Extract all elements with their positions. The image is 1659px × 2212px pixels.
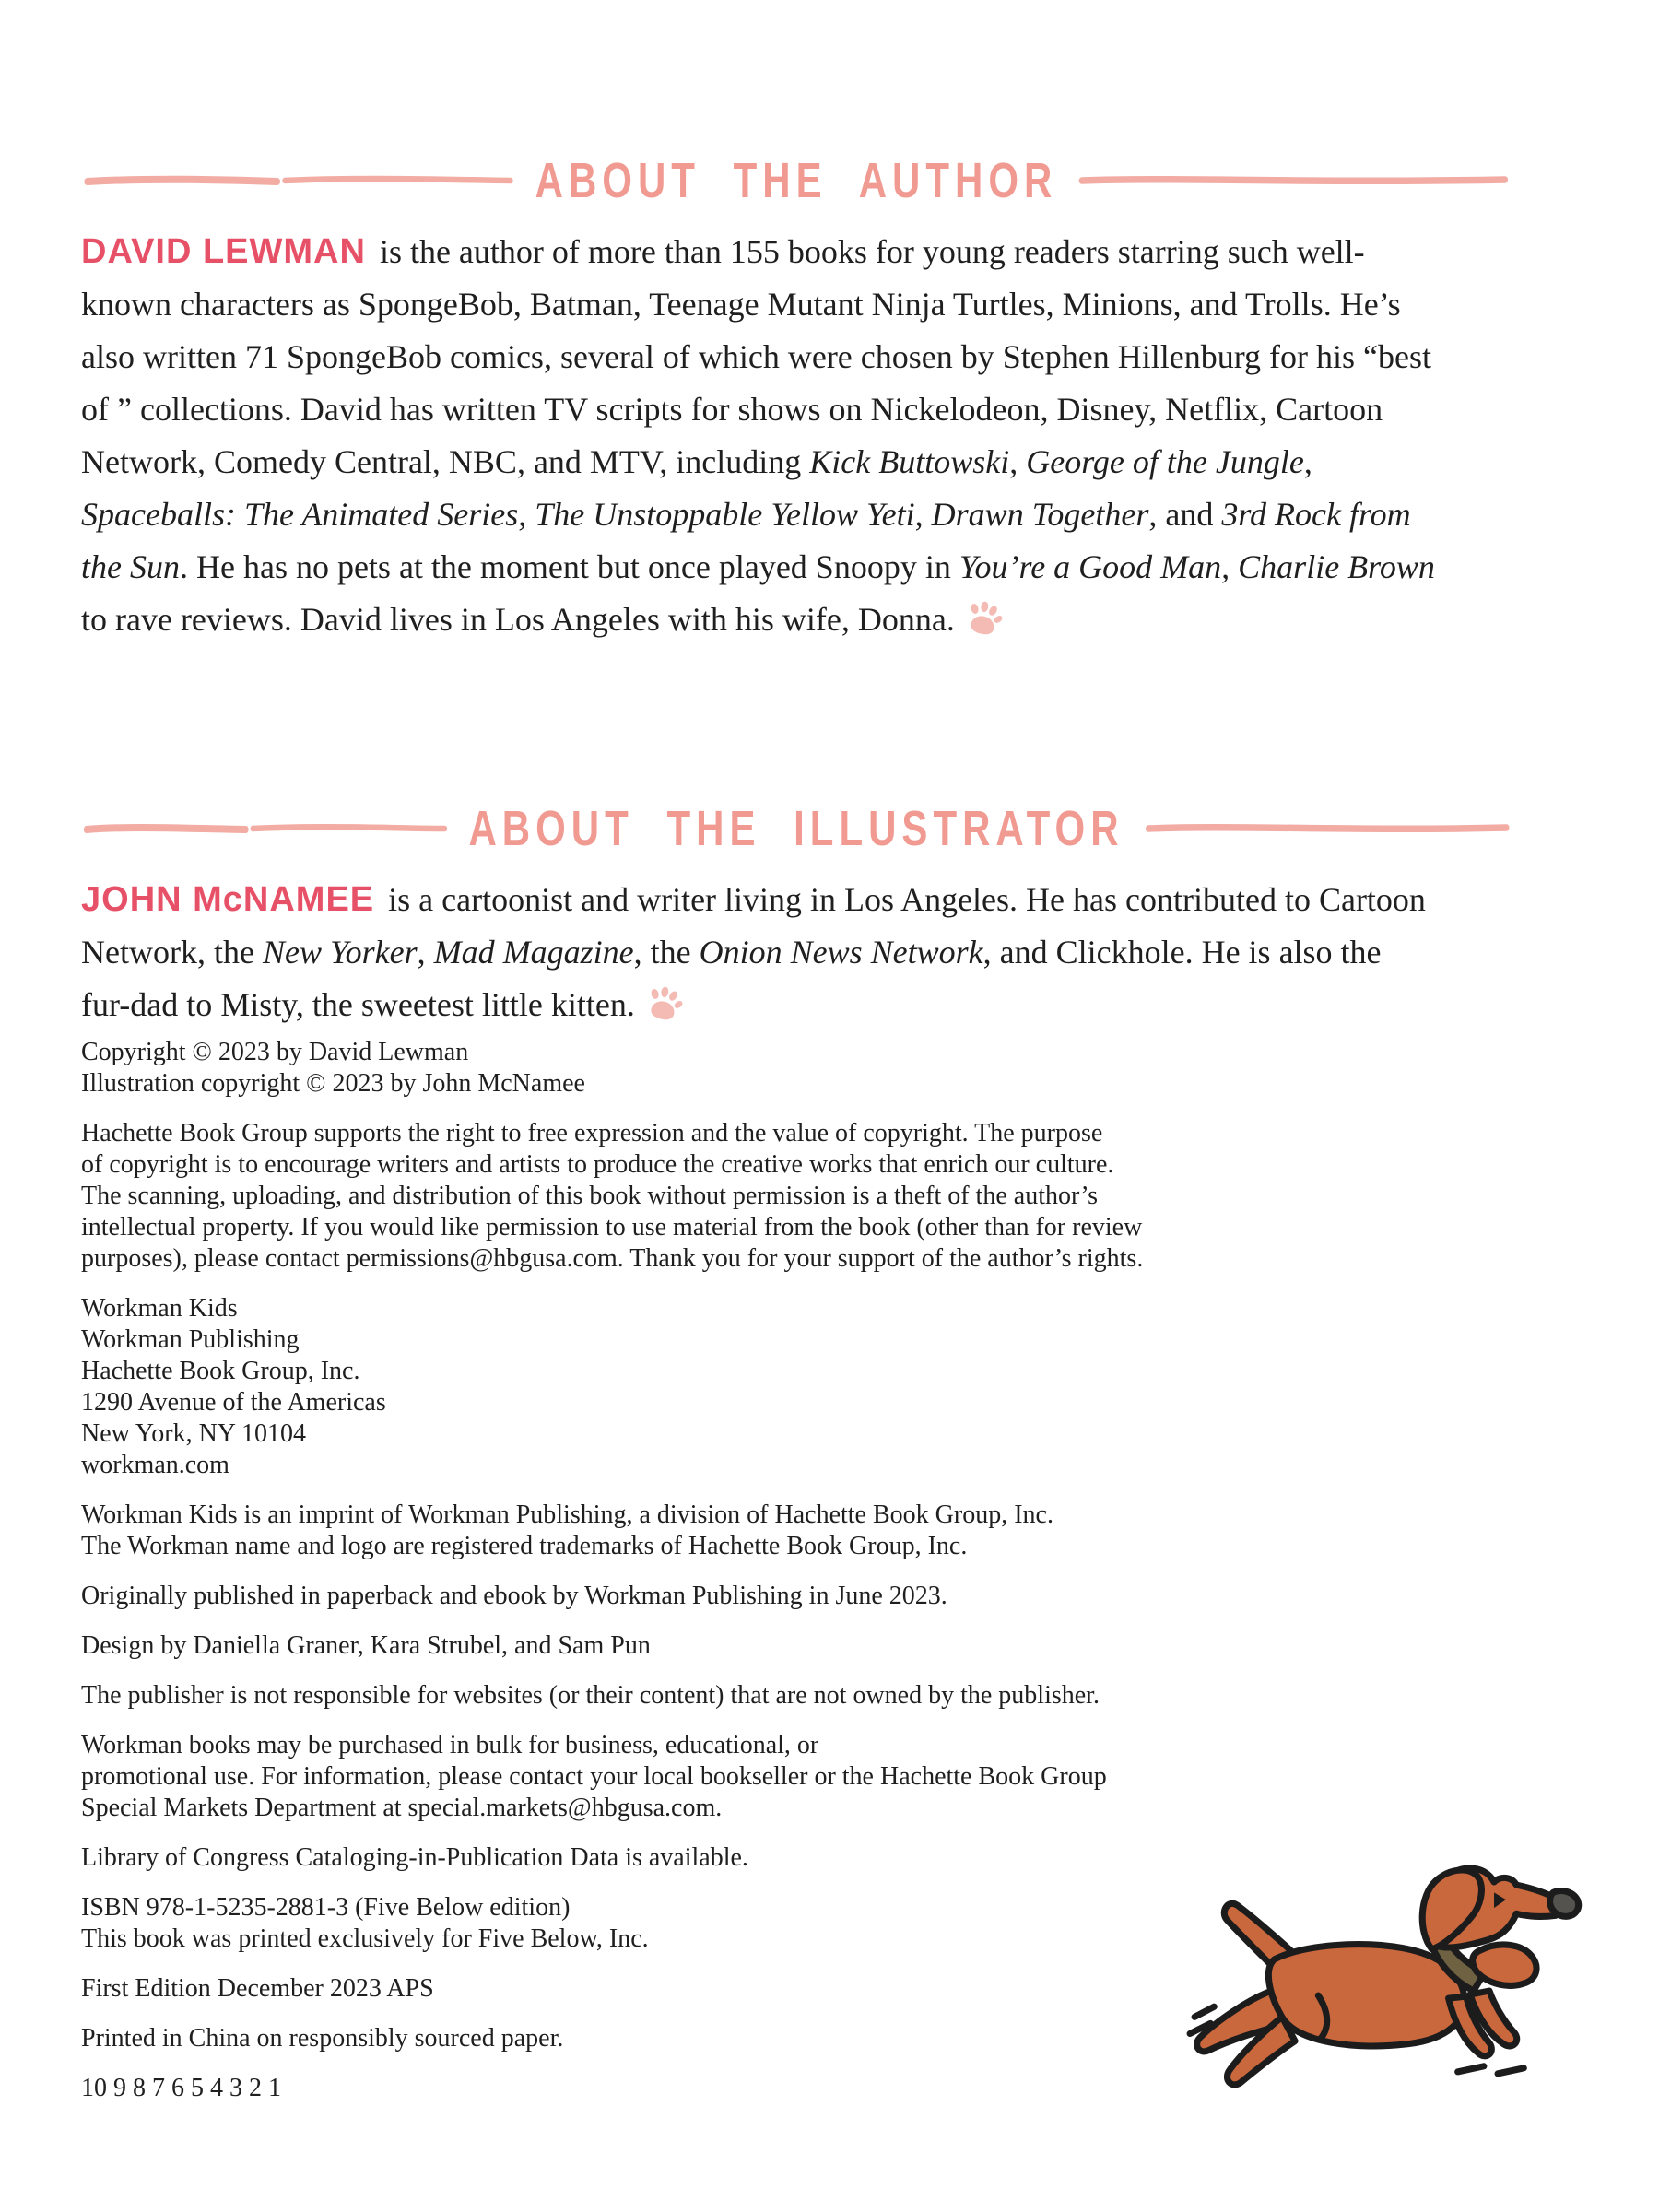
author-name: DAVID LEWMAN xyxy=(81,232,366,271)
colophon-block-publisher-address xyxy=(81,1293,1445,1481)
colophon-block-bulk-purchase xyxy=(81,1730,1445,1824)
colophon-line: Workman Kids is an imprint of Workman Publishing, a division of Hachette Book Group, Inc. xyxy=(81,1500,1053,1529)
about-author-heading: ABOUT THE AUTHOR xyxy=(535,152,1058,208)
work-title-italic: Mad Magazine xyxy=(433,934,634,971)
running-dog-illustration xyxy=(1185,1856,1594,2111)
colophon-line: The publisher is not responsible for websites (or their content) that are not owned by the publisher. xyxy=(81,1681,1100,1710)
work-title-italic: Kick Buttowski xyxy=(809,443,1010,480)
text-run: , the xyxy=(633,934,700,971)
work-title-italic: The Unstoppable Yellow Yeti xyxy=(535,496,915,533)
colophon-line: 1290 Avenue of the Americas xyxy=(81,1388,386,1417)
colophon-line: Copyright © 2023 by David Lewman xyxy=(81,1038,469,1066)
colophon-block-copyright xyxy=(81,1037,1445,1100)
colophon-line: of copyright is to encourage writers and artists to produce the creative works that enrich our culture. xyxy=(81,1150,1114,1179)
work-title-italic: George of the Jungle xyxy=(1026,443,1304,480)
heading-rule-right xyxy=(1143,821,1512,836)
colophon-line: workman.com xyxy=(81,1451,229,1479)
colophon-line: Special Markets Department at special.markets@hbgusa.com. xyxy=(81,1794,723,1822)
about-illustrator-heading: ABOUT THE ILLUSTRATOR xyxy=(468,800,1124,856)
work-title-italic: Drawn Together xyxy=(931,496,1149,533)
work-title-italic: You’re a Good Man, Charlie Brown xyxy=(959,548,1435,585)
colophon-line: First Edition December 2023 APS xyxy=(81,1974,434,2003)
colophon-block-original-publication xyxy=(81,1581,1445,1612)
work-title-italic: Onion News Network xyxy=(699,934,983,971)
colophon-line: intellectual property. If you would like permission to use material from the book (other than for review xyxy=(81,1213,1143,1241)
about-author-heading-row xyxy=(81,152,1512,208)
text-run: , xyxy=(417,934,434,971)
author-bio-text xyxy=(81,233,1435,638)
text-run: is a cartoonist and writer living in Los Angeles. He has contributed to Cartoon Network, the xyxy=(81,881,1426,971)
work-title-italic: Spaceballs: The Animated Series xyxy=(81,496,519,533)
colophon-line: Hachette Book Group, Inc. xyxy=(81,1357,360,1385)
text-run: , xyxy=(518,496,535,533)
text-run: , and xyxy=(1148,496,1222,533)
text-run: , xyxy=(1009,443,1027,480)
motion-dash xyxy=(1194,2006,1214,2017)
text-run: . He has no pets at the moment but once played Snoopy in xyxy=(179,548,959,585)
colophon-line: promotional use. For information, please contact your local bookseller or the Hachette Book Group xyxy=(81,1762,1107,1791)
about-author-paragraph xyxy=(81,226,1436,646)
about-illustrator-heading-row xyxy=(81,800,1512,856)
text-run: to rave reviews. David lives in Los Angeles with his wife, Donna. xyxy=(81,601,955,638)
work-title-italic: 3rd Rock from the Sun xyxy=(81,496,1411,585)
colophon-line: Printed in China on responsibly sourced paper. xyxy=(81,2024,564,2053)
colophon-block-rights-notice xyxy=(81,1118,1445,1275)
colophon-block-imprint-note xyxy=(81,1500,1445,1562)
colophon-block-website-disclaimer xyxy=(81,1680,1445,1712)
colophon-line: Workman Kids xyxy=(81,1294,238,1323)
colophon-line: New York, NY 10104 xyxy=(81,1419,306,1448)
colophon-line: Library of Congress Cataloging-in-Publication Data is available. xyxy=(81,1843,748,1872)
colophon-line: purposes), please contact permissions@hbgusa.com. Thank you for your support of the author’s rights. xyxy=(81,1244,1144,1273)
colophon-line: 10 9 8 7 6 5 4 3 2 1 xyxy=(81,2074,281,2102)
text-run: , xyxy=(914,496,932,533)
illustrator-name: JOHN McNAMEE xyxy=(81,880,375,919)
text-run: is the author of more than 155 books for young readers starring such well-known characters as SpongeBob, Batman, Teenage Mutant Ninja Turtles, Minions, and Trolls. He’s also written 71 SpongeBob comics, several of which were chosen by Stephen Hillenburg for his “best of ” collections. David has written TV scripts for shows on Nickelodeon, Disney, Netflix, Cartoon Network, Comedy Central, NBC, and MTV, including xyxy=(81,233,1432,480)
colophon-line: Hachette Book Group supports the right to free expression and the value of copyright. The purpose xyxy=(81,1119,1103,1147)
motion-dash xyxy=(1458,2066,1484,2072)
text-run: , xyxy=(1303,443,1312,480)
heading-rule-left xyxy=(81,821,450,836)
text-run: , and Clickhole. He is also the fur-dad to Misty, the sweetest little kitten. xyxy=(81,934,1382,1023)
running-dog-svg xyxy=(1185,1856,1594,2111)
heading-rule-right xyxy=(1076,173,1512,188)
colophon-line: The Workman name and logo are registered trademarks of Hachette Book Group, Inc. xyxy=(81,1532,968,1560)
about-illustrator-paragraph xyxy=(81,874,1436,1031)
motion-dash xyxy=(1498,2068,1524,2074)
colophon-line: Workman books may be purchased in bulk for business, educational, or xyxy=(81,1731,819,1759)
colophon-line: Originally published in paperback and ebook by Workman Publishing in June 2023. xyxy=(81,1582,947,1610)
colophon-line: The scanning, uploading, and distribution of this book without permission is a theft of the author’s xyxy=(81,1182,1099,1210)
heading-rule-left xyxy=(81,173,517,188)
paw-print-icon xyxy=(964,601,1005,636)
colophon-line: Workman Publishing xyxy=(81,1325,300,1354)
colophon-block-design-credit xyxy=(81,1630,1445,1662)
colophon-line: ISBN 978-1-5235-2881-3 (Five Below edition) xyxy=(81,1893,571,1922)
colophon-line: This book was printed exclusively for Five Below, Inc. xyxy=(81,1924,649,1953)
paw-print-icon xyxy=(644,986,685,1021)
work-title-italic: New Yorker xyxy=(262,934,418,971)
colophon-line: Illustration copyright © 2023 by John McNamee xyxy=(81,1069,585,1098)
colophon-line: Design by Daniella Graner, Kara Strubel, and Sam Pun xyxy=(81,1631,651,1660)
